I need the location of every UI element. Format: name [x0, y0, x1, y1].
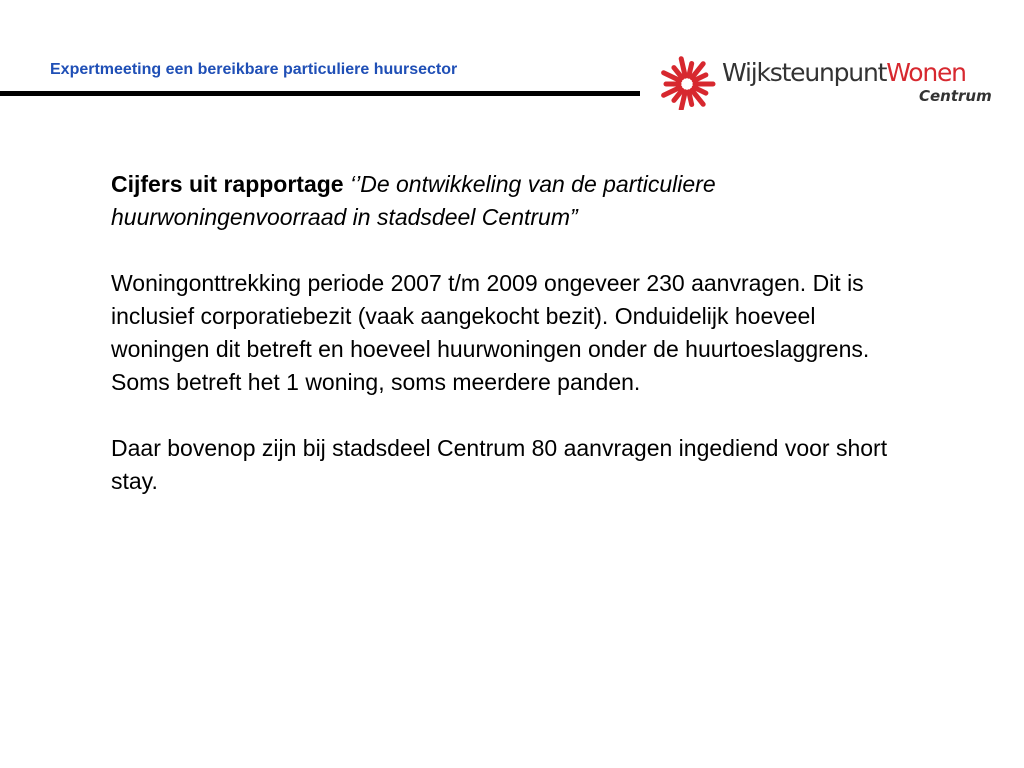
intro-paragraph: [111, 168, 901, 234]
logo-wordmark-part2: Wonen: [886, 58, 966, 87]
wijksteunpunt-wonen-logo: [656, 54, 996, 110]
logo-wordmark-part1: Wijksteunpunt: [722, 58, 887, 87]
header-divider: [0, 91, 640, 96]
slide-body: [111, 168, 901, 498]
red-star-burst-icon: [656, 54, 718, 110]
logo-subtitle: Centrum: [919, 87, 992, 105]
burst-ray: [689, 92, 692, 105]
intro-bold-text: Cijfers uit rapportage: [111, 171, 344, 197]
paragraph-withdrawal: Woningonttrekking periode 2007 t/m 2009 ongeveer 230 aanvragen. Dit is inclusief corporatiebezit (vaak aangekocht bezit). Onduidelijk hoeveel woningen dit betreft en hoeveel huurwoningen onder de huurtoeslaggrens. Soms betreft het 1 woning, soms meerdere panden.: [111, 270, 870, 395]
burst-ray: [689, 64, 692, 77]
logo-wordmark: [722, 60, 966, 85]
report-title: ‘’De ontwikkeling van de particuliere huurwoningenvoorraad in stadsdeel Centrum”: [111, 171, 716, 230]
paragraph-short-stay: Daar bovenop zijn bij stadsdeel Centrum 80 aanvragen ingediend voor short stay.: [111, 435, 888, 494]
slide-header-title: Expertmeeting een bereikbare particuliere huursector: [50, 61, 458, 78]
